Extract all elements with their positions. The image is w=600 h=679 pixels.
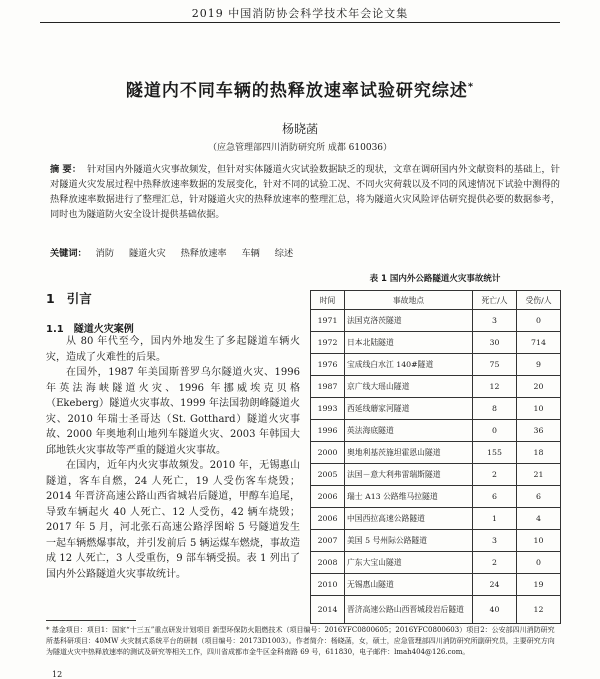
abstract-label: 摘 要： — [50, 164, 82, 175]
table-cell: 3 — [473, 310, 517, 332]
table-cell: 1996 — [311, 420, 345, 442]
table-cell: 美国 5 号州际公路隧道 — [345, 530, 473, 552]
table-cell: 西延线蘑家河隧道 — [345, 398, 473, 420]
table-cell: 36 — [517, 420, 561, 442]
paragraph: 从 80 年代至今，国内外地发生了多起隧道车辆火灾，造成了火难性的后果。 — [46, 336, 300, 363]
keyword: 消防 — [95, 248, 115, 259]
table-cell: 1993 — [311, 398, 345, 420]
title-footnote-mark: * — [467, 81, 475, 93]
table-row — [311, 486, 561, 508]
table-cell: 2 — [473, 552, 517, 574]
table-cell: 19 — [517, 574, 561, 596]
table-cell: 2 — [473, 464, 517, 486]
table-header-cell: 受伤/人 — [517, 291, 561, 310]
table-row — [311, 420, 561, 442]
paper-title — [0, 76, 600, 101]
paragraph: 在国外，1987 年美国斯普罗乌尔隧道火灾、1996 年英法海峡隧道火灾、1996 年挪威埃克贝格（Ekeberg）隧道火灾事故、1999 年法国勃朗峰隧道火灾、2010 年瑞士圣哥达（St. Gotthard）隧道火灾事故、2000 年奥地利山地列车隧道火灾、2003 年韩国大邱地铁火灾事故等严重的隧道火灾事故。 — [46, 367, 300, 456]
table-header-row — [311, 291, 561, 310]
table-cell: 6 — [517, 486, 561, 508]
paper-title-text: 隧道内不同车辆的热释放速率试验研究综述 — [125, 81, 468, 101]
table-cell: 0 — [473, 420, 517, 442]
keyword: 车辆 — [241, 248, 260, 259]
table-cell: 21 — [517, 464, 561, 486]
table-cell: 10 — [517, 398, 561, 420]
table-cell: 京广线大瑶山隧道 — [345, 376, 473, 398]
table-cell: 155 — [473, 442, 517, 464]
table-cell: 2000 — [311, 442, 345, 464]
table-cell: 2014 — [311, 596, 345, 624]
table-cell: 24 — [473, 574, 517, 596]
table-cell: 瑞士 A13 公路维马拉隧道 — [345, 486, 473, 508]
header-divider — [40, 22, 560, 23]
table-row — [311, 354, 561, 376]
table-row — [311, 596, 561, 624]
table-row — [311, 332, 561, 354]
table-cell: 中国西拉高速公路隧道 — [345, 508, 473, 530]
table-cell: 2007 — [311, 530, 345, 552]
page-number: 12 — [52, 670, 63, 679]
table-cell: 法国克洛茨隧道 — [345, 310, 473, 332]
table-cell: 0 — [517, 552, 561, 574]
table-cell: 日本北陆隧道 — [345, 332, 473, 354]
table-header-cell: 死亡/人 — [473, 291, 517, 310]
table-header-cell: 时间 — [311, 291, 345, 310]
paragraph: 在国内，近年内火灾事故频发。2010 年，无锡惠山隧道，客车自燃，24 人死亡，19 人受伤客车烧毁；2014 年晋济高速公路山西省城岩后隧道，甲醇车追尾，导致车辆起火 40 人死亡、12 人受伤，42 辆车烧毁；2017 年 5 月，河北张石高速公路浮图峪 5 号隧道发生一起车辆燃爆事故，并引发前后 5 辆运煤车燃烧，事故造成 12 人死亡，3 人受重伤，9 部车辆受损。表 1 列出了国内外公路隧道火灾事故统计。 — [46, 460, 300, 580]
table-row — [311, 530, 561, 552]
table-header-cell: 事故地点 — [345, 291, 473, 310]
abstract — [50, 162, 560, 222]
subsection-title: 隧道火灾案例 — [73, 324, 134, 335]
table-cell: 2008 — [311, 552, 345, 574]
table-row — [311, 442, 561, 464]
section-heading — [46, 289, 104, 307]
table-row — [311, 552, 561, 574]
section-title: 引言 — [66, 291, 92, 306]
table-row — [311, 508, 561, 530]
table-cell: 18 — [517, 442, 561, 464]
affiliation: （应急管理部四川消防研究所 成都 610036） — [207, 143, 393, 153]
table-row — [311, 376, 561, 398]
table-cell: 2006 — [311, 486, 345, 508]
body-text — [46, 334, 300, 582]
table-cell: 1971 — [311, 310, 345, 332]
table-cell: 1 — [473, 508, 517, 530]
section-number: 1 — [46, 291, 55, 306]
table-caption: 表 1 国内外公路隧道火灾事故统计 — [369, 274, 501, 284]
table-cell: 12 — [517, 596, 561, 624]
table-cell: 40 — [473, 596, 517, 624]
table-body — [311, 310, 561, 624]
table-cell: 1972 — [311, 332, 345, 354]
table-cell: 0 — [517, 310, 561, 332]
table-cell: 1976 — [311, 354, 345, 376]
table-cell: 9 — [517, 354, 561, 376]
table-cell: 714 — [517, 332, 561, 354]
table-cell: 无锡惠山隧道 — [345, 574, 473, 596]
incident-table — [310, 290, 561, 624]
keyword: 热释放速率 — [180, 248, 227, 259]
subsection-number: 1.1 — [46, 324, 64, 335]
table-row — [311, 574, 561, 596]
table-cell: 30 — [473, 332, 517, 354]
table-cell: 12 — [473, 376, 517, 398]
table-cell: 法国－意大利弗雷瑞斯隧道 — [345, 464, 473, 486]
footnote-divider — [46, 620, 136, 621]
table-cell: 20 — [517, 376, 561, 398]
running-header: 2019 中国消防协会科学技术年会论文集 — [191, 7, 409, 20]
table-cell: 2005 — [311, 464, 345, 486]
table-row — [311, 464, 561, 486]
keywords-label: 关键词： — [50, 248, 87, 259]
table-cell: 3 — [473, 530, 517, 552]
table-cell: 1987 — [311, 376, 345, 398]
table-cell: 广东大宝山隧道 — [345, 552, 473, 574]
table-row — [311, 310, 561, 332]
table-cell: 晋济高速公路山西晋城段岩后隧道 — [345, 596, 473, 624]
footnote: * 基金项目：项目1：国家“十三五”重点研发计划项目 新型环保防火阻燃技术（项目编号：2016YFC0800605；2016YFC0800603）项目2：公安部四川消防研究所基科研项目：40MW 火灾制式系统平台的研制（项目编号：20173D1003）。作者简介：杨晓菡，女，硕士，应急管理部四川消防研究所副研究员，主要研究方向为隧道火灾中热释放速率的测试及研究等相关工作，四川省成都市金牛区金科南路 69 号，611830，电子邮件：lmah404@126.com。 — [46, 626, 555, 656]
keyword: 综述 — [274, 248, 294, 259]
table-cell: 6 — [473, 486, 517, 508]
keywords — [50, 245, 560, 259]
table-cell: 2006 — [311, 508, 345, 530]
table-cell: 英法海底隧道 — [345, 420, 473, 442]
table-cell: 75 — [473, 354, 517, 376]
table-cell: 奥地利基茨施坦霍恩山隧道 — [345, 442, 473, 464]
table-row — [311, 398, 561, 420]
author: 杨晓菡 — [281, 122, 318, 136]
table-cell: 4 — [517, 508, 561, 530]
subsection-heading — [46, 320, 144, 335]
table-cell: 2010 — [311, 574, 345, 596]
table-cell: 宝成线白水江 140#隧道 — [345, 354, 473, 376]
keyword: 隧道火灾 — [128, 248, 166, 259]
table-cell: 8 — [473, 398, 517, 420]
table-cell: 10 — [517, 530, 561, 552]
abstract-text: 针对国内外隧道火灾事故频发，但针对实体隧道火灾试验数据缺乏的现状，文章在调研国内外文献资料的基础上，针对隧道火灾发展过程中热释放速率数据的发展变化，针对不同的试验工况、不同火灾荷载以及不同的风速情况下试验中测得的热释放速率数据进行了整理汇总，针对隧道火灾的热释放速率的整理汇总，将为隧道火灾风险评估研究提供必要的数据参考，同时也为隧道防火安全设计提供基础依据。 — [50, 164, 560, 220]
